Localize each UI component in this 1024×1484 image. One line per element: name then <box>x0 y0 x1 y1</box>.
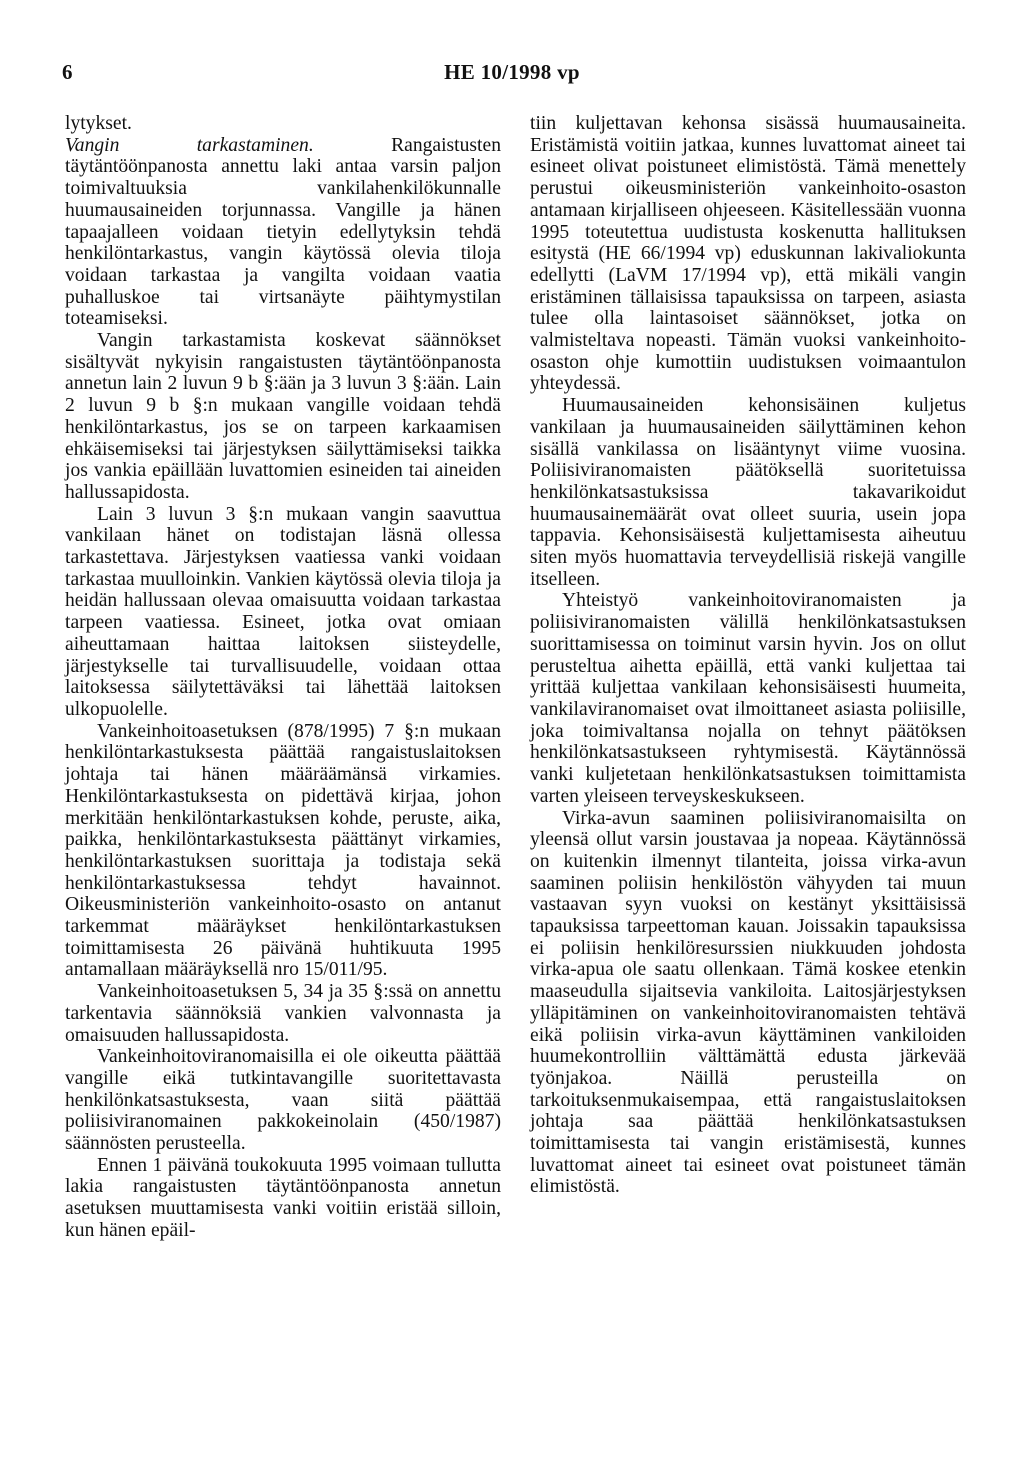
section-heading: Vangin tarkastaminen. <box>65 134 314 156</box>
paragraph-continuation: lytykset. <box>65 113 132 134</box>
paragraph: Vangin tarkastamista koskevat säännökset sisältyvät nykyisin rangaistusten täytäntöönpanosta annetun lain 2 luvun 9 b §:ään ja 3 luvun 3 §:ään. Lain 2 luvun 9 b §:n mukaan vangille voidaan tehdä henkilöntarkastus, jos se on tarpeen karkaamisen ehkäisemiseksi tai järjestyksen säilyttämiseksi taikka jos vankia epäillään luvattomien esineiden tai aineiden hallussapidosta. <box>65 330 501 503</box>
left-column <box>65 113 501 1242</box>
paragraph-continuation: tiin kuljettavan kehonsa sisässä huumausaineita. Eristämistä voitiin jatkaa, kunnes luvattomat aineet tai esineet olivat poistuneet elimistöstä. Tämä menettely perustui oikeusministeriön vankeinhoito-osaston antamaan kirjalliseen ohjeeseen. Käsitellessään vuonna 1995 toteutettua uudistusta koskenutta hallituksen esitystä (HE 66/1994 vp) eduskunnan lakivaliokunta edellytti (LaVM 17/1994 vp), että mikäli vangin eristäminen tällaisissa tapauksissa on tarpeen, asiasta tulee olla laintasoiset säännökset, jotka on valmisteltava nopeasti. Tämän vuoksi vankeinhoito-osaston ohje kumottiin uudistuksen voimaantulon yhteydessä. <box>530 113 966 395</box>
paragraph-text: Rangaistusten täytäntöönpanosta annettu laki antaa varsin paljon toimivaltuuksia vankilahenkilökunnalle huumausaineiden torjunnassa. Vangille ja hänen tapaajalleen voidaan tietyin edellytyksin tehdä henkilöntarkastus, vangin käytössä olevia tiloja voidaan tarkastaa ja vangilta voidaan vaatia puhalluskoe tai virtsanäyte päihtymystilan toteamiseksi. <box>65 134 501 330</box>
paragraph-section-intro <box>65 135 501 330</box>
paragraph: Yhteistyö vankeinhoitoviranomaisten ja poliisiviranomaisten välillä henkilönkatsastuksen suorittamisessa on toiminut varsin hyvin. Jos on ollut perusteltua aihetta epäillä, että vanki kuljettaa tai yrittää kuljettaa vankilaan kehonsisäisesti huumeita, vankilaviranomaiset ovat ilmoittaneet asiasta poliisille, joka toimivaltansa nojalla on tehnyt päätöksen henkilönkatsastukseen ryhtymisestä. Käytännössä vanki kuljetetaan henkilönkatsastuksen toimittamista varten yleiseen terveyskeskukseen. <box>530 590 966 807</box>
paragraph: Huumausaineiden kehonsisäinen kuljetus vankilaan ja huumausaineiden säilyttäminen kehon sisällä vankilassa on lisääntynyt viime vuosina. Poliisiviranomaisten päätöksellä suoritetuissa henkilönkatsastuksissa takavarikoidut huumausainemäärät ovat olleet suuria, usein jopa tappavia. Kehonsisäisestä kuljettamisesta aiheutuu siten myös huomattavia terveydellisiä riskejä vangille itselleen. <box>530 395 966 590</box>
paragraph: Virka-avun saaminen poliisiviranomaisilta on yleensä ollut varsin joustavaa ja nopeaa. Käytännössä on kuitenkin ilmennyt tilanteita, joissa virka-avun saaminen poliisin henkilöstön vähyyden tai muun vastaavan syyn vuoksi on kestänyt yksittäisissä tapauksissa tarpeettoman kauan. Joissakin tapauksissa ei poliisin henkilöresurssien niukkuuden johdosta virka-apua ole saatu ollenkaan. Tämä koskee etenkin maaseudulla sijaitsevia vankiloita. Laitosjärjestyksen ylläpitäminen on vankeinhoitoviranomaisten tehtävä eikä poliisin virka-avun käyttäminen vankiloiden huumekontrolliin välttämättä edusta järkevää työnjakoa. Näillä perusteilla on tarkoituksenmukaisempaa, että rangaistuslaitoksen johtaja saa päättää henkilönkatsastuksen toimittamisesta tai vangin eristämisestä, kunnes luvattomat aineet tai esineet ovat poistuneet tämän elimistöstä. <box>530 807 966 1198</box>
paragraph: Vankeinhoitoviranomaisilla ei ole oikeutta päättää vangille eikä tutkintavangille suoritettavasta henkilönkatsastuksesta, vaan siitä päättää poliisiviranomainen pakkokeinolain (450/1987) säännösten perusteella. <box>65 1046 501 1155</box>
paragraph: Ennen 1 päivänä toukokuuta 1995 voimaan tullutta lakia rangaistusten täytäntöönpanosta annetun asetuksen muuttamisesta vanki voitiin eristää silloin, kun hänen epäil- <box>65 1154 501 1241</box>
paragraph: Lain 3 luvun 3 §:n mukaan vangin saavuttua vankilaan hänet on todistajan läsnä ollessa tarkastettava. Järjestyksen vaatiessa vanki voidaan tarkastaa muulloinkin. Vankien käytössä olevia tiloja ja heidän hallussaan olevaa omaisuutta voidaan tarkastaa tarpeen vaatiessa. Esineet, jotka ovat omiaan aiheuttamaan haittaa laitoksen siisteydelle, järjestykselle tai turvallisuudelle, voidaan ottaa laitoksessa säilytettäväksi tai lähettää laitoksen ulkopuolelle. <box>65 503 501 720</box>
paragraph: Vankeinhoitoasetuksen (878/1995) 7 §:n mukaan henkilöntarkastuksesta päättää rangaistuslaitoksen johtaja tai hänen määräämänsä virkamies. Henkilöntarkastuksesta on pidettävä kirjaa, johon merkitään henkilöntarkastuksen kohde, peruste, aika, paikka, henkilöntarkastuksesta päättänyt virkamies, henkilöntarkastuksen suorittaja ja todistaja sekä henkilöntarkastuksessa tehdyt havainnot. Oikeusministeriön vankeinhoito-osasto on antanut tarkemmat määräykset henkilöntarkastuksen toimittamisesta 26 päivänä huhtikuuta 1995 antamallaan määräyksellä nro 15/011/95. <box>65 720 501 981</box>
paragraph: Vankeinhoitoasetuksen 5, 34 ja 35 §:ssä on annettu tarkentavia säännöksiä vankien valvonnasta ja omaisuuden hallussapidosta. <box>65 981 501 1046</box>
page-number: 6 <box>62 60 73 84</box>
right-column <box>530 113 966 1198</box>
document-title: HE 10/1998 vp <box>444 60 580 84</box>
